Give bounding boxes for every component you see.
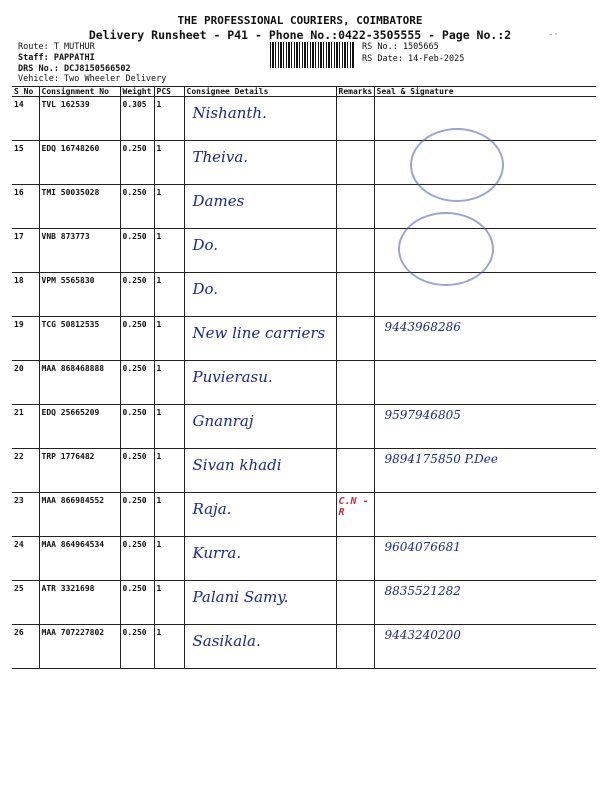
row-weight: 0.305 [120, 97, 154, 141]
col-weight: Weight [120, 87, 154, 97]
row-consignment-no: ATR 3321698 [39, 581, 120, 625]
row-remarks: C.N - R [338, 496, 369, 518]
row-weight: 0.250 [120, 625, 154, 669]
row-weight: 0.250 [120, 229, 154, 273]
row-consignee: Sivan khadi [192, 456, 282, 474]
row-consignment-no: MAA 866984552 [39, 493, 120, 537]
row-weight: 0.250 [120, 317, 154, 361]
row-consignment-no: VPM 5565830 [39, 273, 120, 317]
row-consignment-no: TRP 1776482 [39, 449, 120, 493]
row-sno: 15 [12, 141, 39, 185]
row-sno: 25 [12, 581, 39, 625]
col-consignment: Consignment No [39, 87, 120, 97]
row-consignee: Raja. [192, 500, 232, 518]
rs-date-label: RS Date: 14-Feb-2025 [362, 54, 465, 64]
row-consignment-no: MAA 707227802 [39, 625, 120, 669]
runsheet-table [12, 86, 596, 669]
row-consignee: Sasikala. [192, 632, 261, 650]
row-pcs: 1 [154, 229, 184, 273]
row-sno: 22 [12, 449, 39, 493]
margin-mark: -· [548, 30, 559, 40]
table-row [12, 273, 596, 317]
table-row [12, 97, 596, 141]
table-row [12, 625, 596, 669]
table-row [12, 449, 596, 493]
staff-label: Staff: PAPPATHI [18, 53, 95, 63]
row-consignment-no: MAA 868468888 [39, 361, 120, 405]
table-row [12, 581, 596, 625]
row-sno: 21 [12, 405, 39, 449]
row-consignee: New line carriers [192, 324, 326, 342]
row-pcs: 1 [154, 141, 184, 185]
row-sno: 17 [12, 229, 39, 273]
row-signature: 9894175850 P.Dee [384, 452, 498, 466]
row-weight: 0.250 [120, 273, 154, 317]
row-pcs: 1 [154, 361, 184, 405]
row-consignee: Puvierasu. [192, 368, 273, 386]
row-signature: 9443240200 [384, 628, 461, 642]
row-weight: 0.250 [120, 141, 154, 185]
table-row [12, 361, 596, 405]
seal-stamp [410, 128, 504, 202]
route-label: Route: T MUTHUR [18, 42, 95, 52]
table-row [12, 317, 596, 361]
row-signature: 9443968286 [384, 320, 461, 334]
row-consignment-no: TMI 50035028 [39, 185, 120, 229]
row-consignee: Do. [192, 236, 219, 254]
row-consignment-no: EDQ 16748260 [39, 141, 120, 185]
row-sno: 16 [12, 185, 39, 229]
row-pcs: 1 [154, 625, 184, 669]
row-consignment-no: TVL 162539 [39, 97, 120, 141]
row-consignment-no: VNB 873773 [39, 229, 120, 273]
row-weight: 0.250 [120, 581, 154, 625]
seal-stamp [398, 212, 494, 286]
row-sno: 20 [12, 361, 39, 405]
col-consignee: Consignee Details [184, 87, 336, 97]
row-pcs: 1 [154, 185, 184, 229]
row-pcs: 1 [154, 449, 184, 493]
row-sno: 24 [12, 537, 39, 581]
row-consignee: Kurra. [192, 544, 242, 562]
row-pcs: 1 [154, 97, 184, 141]
rs-no-label: RS No.: 1505665 [362, 42, 439, 52]
row-weight: 0.250 [120, 537, 154, 581]
col-pcs: PCS [154, 87, 184, 97]
row-pcs: 1 [154, 493, 184, 537]
row-weight: 0.250 [120, 405, 154, 449]
row-weight: 0.250 [120, 185, 154, 229]
row-consignee: Do. [192, 280, 219, 298]
row-consignee: Palani Samy. [192, 588, 289, 606]
row-weight: 0.250 [120, 493, 154, 537]
row-sno: 19 [12, 317, 39, 361]
runsheet-title: Delivery Runsheet - P41 - Phone No.:0422-3505555 - Page No.:2 [88, 28, 512, 42]
row-consignee: Nishanth. [192, 104, 267, 122]
row-signature: 9604076681 [384, 540, 461, 554]
row-sno: 23 [12, 493, 39, 537]
col-signature: Seal & Signature [374, 87, 596, 97]
row-pcs: 1 [154, 537, 184, 581]
table-row [12, 405, 596, 449]
col-remarks: Remarks [336, 87, 374, 97]
row-consignment-no: TCG 50812535 [39, 317, 120, 361]
company-title: THE PROFESSIONAL COURIERS, COIMBATORE [177, 14, 423, 27]
table-row [12, 185, 596, 229]
row-pcs: 1 [154, 581, 184, 625]
table-row [12, 141, 596, 185]
table-row [12, 229, 596, 273]
table-row [12, 537, 596, 581]
row-pcs: 1 [154, 273, 184, 317]
table-row [12, 493, 596, 537]
row-sno: 18 [12, 273, 39, 317]
col-sno: S No [12, 87, 39, 97]
row-sno: 26 [12, 625, 39, 669]
table-header-row [12, 87, 596, 97]
row-weight: 0.250 [120, 361, 154, 405]
row-consignee: Gnanraj [192, 412, 254, 430]
row-consignee: Theiva. [192, 148, 249, 166]
row-pcs: 1 [154, 405, 184, 449]
row-consignee: Dames [192, 192, 245, 210]
row-sno: 14 [12, 97, 39, 141]
row-consignment-no: MAA 864964534 [39, 537, 120, 581]
barcode [270, 42, 354, 68]
row-signature: 8835521282 [384, 584, 461, 598]
row-consignment-no: EDQ 25665209 [39, 405, 120, 449]
drs-label: DRS No.: DCJ8150566502 [18, 64, 131, 74]
vehicle-label: Vehicle: Two Wheeler Delivery [18, 74, 167, 84]
row-weight: 0.250 [120, 449, 154, 493]
row-signature: 9597946805 [384, 408, 461, 422]
row-pcs: 1 [154, 317, 184, 361]
